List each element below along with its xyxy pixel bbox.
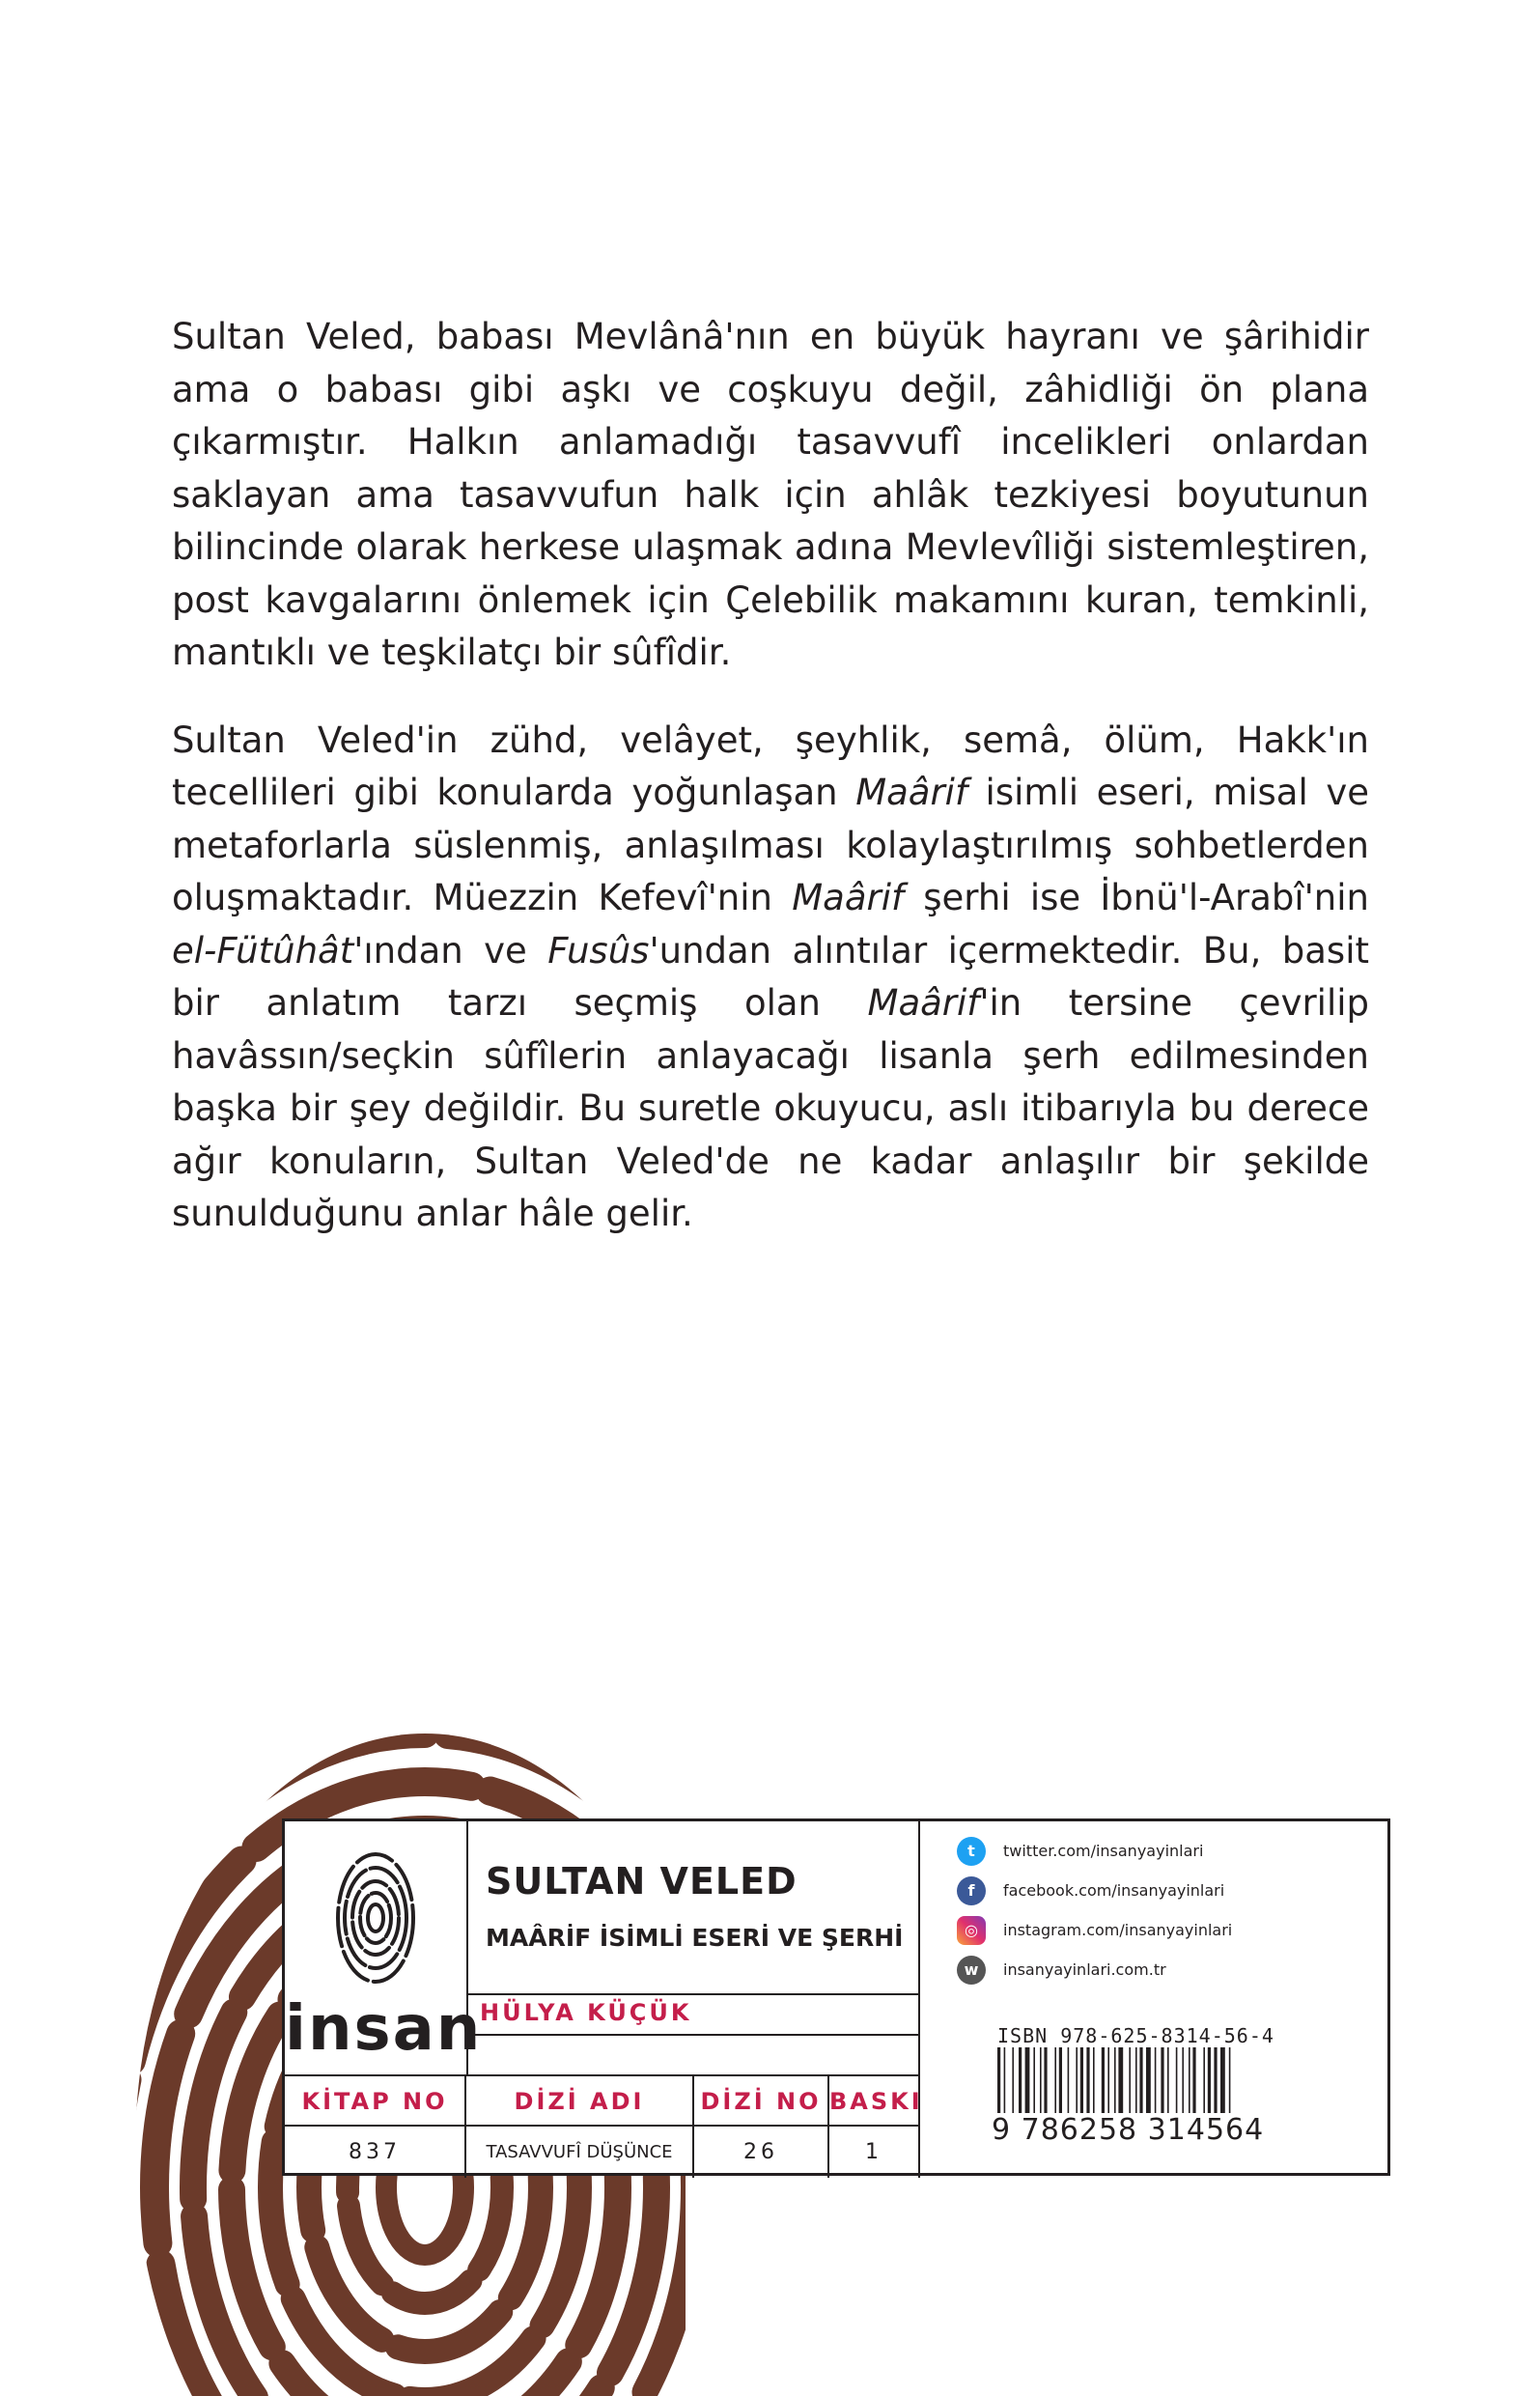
barcode-bar [1086, 2047, 1089, 2113]
book-info-box [282, 1818, 1390, 2176]
barcode-bar [1167, 2047, 1169, 2113]
barcode-bar [1139, 2047, 1142, 2113]
value-dizi-adi: TASAVVUFÎ DÜŞÜNCE [466, 2127, 694, 2178]
book-title: SULTAN VELED [486, 1860, 798, 1903]
social-link-web[interactable]: w insanyayinlari.com.tr [957, 1950, 1362, 1989]
barcode-bar [1076, 2047, 1078, 2113]
back-cover-blurb [172, 311, 1369, 1276]
barcode-bar [1044, 2047, 1047, 2113]
barcode-bar [1220, 2047, 1225, 2113]
barcode-bar [1025, 2047, 1030, 2113]
barcode-bar [1004, 2047, 1006, 2113]
barcode-bar [1203, 2047, 1205, 2113]
book-subtitle: MAÂRİF İSİMLİ ESERİ VE ŞERHİ [486, 1924, 904, 1952]
twitter-icon: t [957, 1837, 986, 1866]
value-baski: 1 [829, 2127, 920, 2178]
web-icon: w [957, 1956, 986, 1985]
barcode-bar [1033, 2047, 1035, 2113]
barcode-digits: 9 786258 314564 [992, 2113, 1265, 2147]
author-block [466, 1993, 920, 2036]
barcode-bar [1093, 2047, 1095, 2113]
barcode-bar [1059, 2047, 1062, 2113]
facebook-icon: f [957, 1876, 986, 1905]
barcode-bar [1019, 2047, 1022, 2113]
barcode-bar [1146, 2047, 1151, 2113]
barcode-bar [1135, 2047, 1137, 2113]
barcode-bar [1118, 2047, 1123, 2113]
value-kitap-no: 837 [285, 2127, 466, 2178]
barcode-bar [1214, 2047, 1217, 2113]
barcode-bar [1068, 2047, 1070, 2113]
barcode-bar [1176, 2047, 1178, 2113]
social-links [957, 1831, 1362, 1989]
barcode-bar [1054, 2047, 1056, 2113]
header-baski: BASKI [829, 2076, 920, 2127]
header-dizi-adi: DİZİ ADI [466, 2076, 694, 2127]
barcode-bar [1102, 2047, 1105, 2113]
book-details-table [285, 2074, 923, 2178]
barcode-bar [1189, 2047, 1190, 2113]
barcode-bar [1107, 2047, 1109, 2113]
barcode-bar [1155, 2047, 1157, 2113]
blurb-paragraph-1: Sultan Veled, babası Mevlânâ'nın en büyük hayranı ve şârihidir ama o babası gibi aşkı ve coşkuyu değil, zâhidliği ön plana çıkarmıştır. Halkın anlamadığı tasavvufî incelikleri onlardan saklayan ama tasavvufun halk için ahlâk tezkiyesi boyutunun bilincinde olarak herkese ulaşmak adına Mevlevîliği sistemleştiren, post kavgalarını önlemek için Çelebilik makamını kuran, temkinli, mantıklı ve teşkilatçı bir sûfîdir. [172, 316, 1369, 673]
author-name: HÜLYA KÜÇÜK [480, 1999, 692, 2026]
fingerprint-logo-icon [335, 1843, 416, 1987]
barcode-bar [1161, 2047, 1163, 2113]
isbn-label: ISBN 978-625-8314-56-4 [997, 2024, 1274, 2047]
blurb-paragraph-2: Sultan Veled'in zühd, velâyet, şeyhlik, semâ, ölüm, Hakk'ın tecellileri gibi konularda yoğunlaşan Maârif isimli eseri, misal ve metaforlarla süslenmiş, anlaşılması kolaylaştırılmış sohbetlerden oluşmaktadır. Müezzin Kefevî'nin Maârif şerhi ise İbnü'l-Arabî'nin el-Fütûhât'ından ve Fusûs'undan alıntılar içermektedir. Bu, basit bir anlatım tarzı seçmiş olan Maârif'in tersine çevrilip havâssın/seçkin sûfîlerin anlayacağı lisanla şerh edilmesinden başka bir şey değildir. Bu suretle okuyucu, aslı itibarıyla bu derece ağır konuların, Sultan Veled'de ne kadar anlaşılır bir şekilde sunulduğunu anlar hâle gelir. [172, 719, 1370, 1234]
barcode-bar [1129, 2047, 1131, 2113]
barcode-bar [997, 2047, 1000, 2113]
header-kitap-no: KİTAP NO [285, 2076, 466, 2127]
barcode-bar [1229, 2047, 1231, 2113]
publisher-logo-text: insan [285, 1993, 483, 2065]
barcode-bar [1114, 2047, 1116, 2113]
barcode-bar [1208, 2047, 1211, 2113]
empty-cell [466, 2034, 920, 2074]
social-link-twitter[interactable]: t twitter.com/insanyayinlari [957, 1831, 1362, 1871]
publisher-logo [285, 1821, 483, 2074]
barcode-bar [1192, 2047, 1195, 2113]
barcode-bar [1080, 2047, 1083, 2113]
isbn-barcode [997, 2047, 1304, 2113]
header-dizi-no: DİZİ NO [694, 2076, 829, 2127]
instagram-icon: ◎ [957, 1916, 986, 1945]
barcode-bar [1040, 2047, 1042, 2113]
social-link-facebook[interactable]: f facebook.com/insanyayinlari [957, 1871, 1362, 1910]
value-dizi-no: 26 [694, 2127, 829, 2178]
title-block [466, 1821, 920, 1995]
barcode-bar [1182, 2047, 1184, 2113]
barcode-bar [1012, 2047, 1014, 2113]
social-link-instagram[interactable]: ◎ instagram.com/insanyayinlari [957, 1910, 1362, 1950]
